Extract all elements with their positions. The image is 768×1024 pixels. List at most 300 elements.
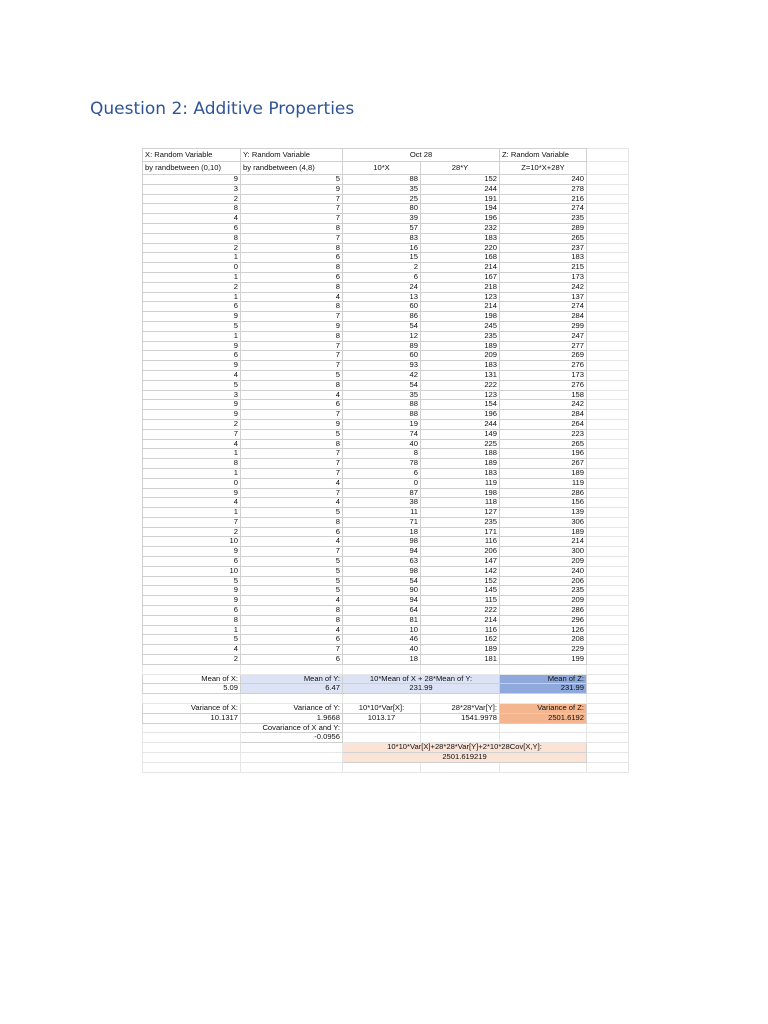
- cell-z-value: 196: [500, 449, 587, 459]
- cell-x-value: 9: [143, 175, 241, 185]
- mean-label-row: [143, 674, 629, 684]
- cell-z-value: 216: [500, 194, 587, 204]
- table-row: [143, 361, 629, 371]
- cell-z-value: 183: [500, 253, 587, 263]
- cell-tenx-value: 40: [343, 645, 421, 655]
- cell-y28-value: 119: [421, 478, 500, 488]
- cell-x-value: 1: [143, 468, 241, 478]
- mean-z-value: 231.99: [500, 684, 587, 694]
- cell-y-value: 8: [241, 331, 343, 341]
- table-row: [143, 586, 629, 596]
- table-row: [143, 419, 629, 429]
- cell-x-value: 0: [143, 478, 241, 488]
- cell-x-value: 1: [143, 449, 241, 459]
- table-row: [143, 566, 629, 576]
- cell-x-value: 4: [143, 214, 241, 224]
- header-x: X: Random Variable: [143, 149, 241, 162]
- cell-x-value: 4: [143, 370, 241, 380]
- cell-y28-value: 196: [421, 410, 500, 420]
- table-row: [143, 370, 629, 380]
- cell-z-value: 284: [500, 410, 587, 420]
- cell-y28-value: 244: [421, 184, 500, 194]
- table-row: [143, 390, 629, 400]
- table-row: [143, 449, 629, 459]
- cell-y28-value: 154: [421, 400, 500, 410]
- cell-y-value: 9: [241, 321, 343, 331]
- cell-x-value: 10: [143, 537, 241, 547]
- cell-tenx-value: 60: [343, 351, 421, 361]
- cell-y-value: 5: [241, 566, 343, 576]
- question-title: Question 2: Additive Properties: [90, 99, 355, 119]
- cell-y28-value: 214: [421, 615, 500, 625]
- cell-y-value: 4: [241, 498, 343, 508]
- table-row: [143, 517, 629, 527]
- table-row: [143, 488, 629, 498]
- cell-z-value: 189: [500, 468, 587, 478]
- cell-x-value: 2: [143, 655, 241, 665]
- mean-combo-value: 231.99: [343, 684, 500, 694]
- table-row: [143, 341, 629, 351]
- table-row: [143, 272, 629, 282]
- cell-tenx-value: 88: [343, 400, 421, 410]
- cell-tenx-value: 2: [343, 263, 421, 273]
- cell-y28-value: 123: [421, 390, 500, 400]
- table-row: [143, 527, 629, 537]
- table-row: [143, 645, 629, 655]
- cell-y-value: 9: [241, 419, 343, 429]
- table-row: [143, 204, 629, 214]
- formula-value-row: [143, 753, 629, 763]
- cell-tenx-value: 88: [343, 410, 421, 420]
- cell-y28-value: 225: [421, 439, 500, 449]
- table-row: [143, 312, 629, 322]
- var-z-value: 2501.6192: [500, 713, 587, 723]
- cell-y-value: 4: [241, 390, 343, 400]
- cell-z-value: 269: [500, 351, 587, 361]
- table-row: [143, 576, 629, 586]
- cell-tenx-value: 81: [343, 615, 421, 625]
- cell-y-value: 7: [241, 410, 343, 420]
- cell-tenx-value: 39: [343, 214, 421, 224]
- mean-x-value: 5.09: [143, 684, 241, 694]
- table-row: [143, 537, 629, 547]
- cell-y28-value: 145: [421, 586, 500, 596]
- cell-x-value: 4: [143, 645, 241, 655]
- cell-y-value: 8: [241, 439, 343, 449]
- cell-z-value: 284: [500, 312, 587, 322]
- cell-z-value: 300: [500, 547, 587, 557]
- cell-y28-value: 189: [421, 341, 500, 351]
- cell-z-value: 277: [500, 341, 587, 351]
- header-row-2: [143, 162, 629, 175]
- cell-x-value: 1: [143, 508, 241, 518]
- cell-x-value: 9: [143, 488, 241, 498]
- cell-y-value: 7: [241, 233, 343, 243]
- cell-z-value: 206: [500, 576, 587, 586]
- table-row: [143, 625, 629, 635]
- cell-y28-value: 189: [421, 459, 500, 469]
- cell-z-value: 156: [500, 498, 587, 508]
- cell-tenx-value: 64: [343, 606, 421, 616]
- header-x-sub: by randbetween (0,10): [143, 162, 241, 175]
- summary-block: [143, 664, 629, 772]
- cell-y-value: 6: [241, 400, 343, 410]
- var10-value: 1013.17: [343, 713, 421, 723]
- header-z: Z: Random Variable: [500, 149, 587, 162]
- cell-z-value: 235: [500, 586, 587, 596]
- cell-tenx-value: 86: [343, 312, 421, 322]
- table-row: [143, 429, 629, 439]
- var10-label: 10*10*Var[X]:: [343, 704, 421, 714]
- cell-z-value: 229: [500, 645, 587, 655]
- cell-z-value: 208: [500, 635, 587, 645]
- cell-tenx-value: 63: [343, 557, 421, 567]
- cell-tenx-value: 24: [343, 282, 421, 292]
- cell-y-value: 7: [241, 459, 343, 469]
- cell-x-value: 2: [143, 527, 241, 537]
- cell-tenx-value: 19: [343, 419, 421, 429]
- cell-x-value: 6: [143, 223, 241, 233]
- cell-y28-value: 152: [421, 576, 500, 586]
- cell-y28-value: 181: [421, 655, 500, 665]
- cell-y28-value: 183: [421, 468, 500, 478]
- cell-x-value: 9: [143, 400, 241, 410]
- cell-x-value: 5: [143, 321, 241, 331]
- cell-x-value: 10: [143, 566, 241, 576]
- table-row: [143, 223, 629, 233]
- header-y-sub: by randbetween (4,8): [241, 162, 343, 175]
- cell-z-value: 237: [500, 243, 587, 253]
- cell-z-value: 286: [500, 488, 587, 498]
- table-row: [143, 596, 629, 606]
- cell-y-value: 4: [241, 596, 343, 606]
- cell-x-value: 6: [143, 302, 241, 312]
- cell-z-value: 299: [500, 321, 587, 331]
- cell-x-value: 9: [143, 410, 241, 420]
- cell-tenx-value: 6: [343, 468, 421, 478]
- cell-tenx-value: 74: [343, 429, 421, 439]
- cell-z-value: 289: [500, 223, 587, 233]
- var-y-label: Variance of Y:: [241, 704, 343, 714]
- cell-y-value: 5: [241, 429, 343, 439]
- cell-z-value: 264: [500, 419, 587, 429]
- cell-z-value: 247: [500, 331, 587, 341]
- table-row: [143, 410, 629, 420]
- header-y: Y: Random Variable: [241, 149, 343, 162]
- var28-value: 1541.9978: [421, 713, 500, 723]
- cell-x-value: 4: [143, 439, 241, 449]
- cov-label: Covariance of X and Y:: [241, 723, 343, 733]
- cell-y28-value: 235: [421, 331, 500, 341]
- cell-z-value: 242: [500, 282, 587, 292]
- cell-tenx-value: 6: [343, 272, 421, 282]
- cell-y-value: 7: [241, 449, 343, 459]
- cell-y-value: 8: [241, 282, 343, 292]
- cell-y28-value: 131: [421, 370, 500, 380]
- cell-tenx-value: 38: [343, 498, 421, 508]
- cell-y28-value: 214: [421, 302, 500, 312]
- cell-tenx-value: 60: [343, 302, 421, 312]
- cell-tenx-value: 12: [343, 331, 421, 341]
- cell-tenx-value: 71: [343, 517, 421, 527]
- cell-y28-value: 162: [421, 635, 500, 645]
- cell-y28-value: 171: [421, 527, 500, 537]
- mean-y-value: 6.47: [241, 684, 343, 694]
- cell-tenx-value: 8: [343, 449, 421, 459]
- table-row: [143, 282, 629, 292]
- cell-z-value: 223: [500, 429, 587, 439]
- cell-x-value: 9: [143, 361, 241, 371]
- cell-y28-value: 245: [421, 321, 500, 331]
- cell-x-value: 8: [143, 204, 241, 214]
- table-row: [143, 655, 629, 665]
- cell-y28-value: 149: [421, 429, 500, 439]
- cell-y28-value: 222: [421, 380, 500, 390]
- cell-y-value: 7: [241, 214, 343, 224]
- cell-y-value: 4: [241, 478, 343, 488]
- cell-y28-value: 209: [421, 351, 500, 361]
- cell-x-value: 7: [143, 429, 241, 439]
- cell-x-value: 9: [143, 596, 241, 606]
- table-row: [143, 439, 629, 449]
- cell-y-value: 5: [241, 557, 343, 567]
- cell-z-value: 265: [500, 439, 587, 449]
- cell-tenx-value: 35: [343, 390, 421, 400]
- cell-z-value: 274: [500, 302, 587, 312]
- variance-value-row: [143, 713, 629, 723]
- header-10x: 10*X: [343, 162, 421, 175]
- cell-y-value: 4: [241, 625, 343, 635]
- cell-y28-value: 232: [421, 223, 500, 233]
- cell-x-value: 1: [143, 292, 241, 302]
- spreadsheet: [142, 148, 628, 773]
- cell-tenx-value: 93: [343, 361, 421, 371]
- cell-tenx-value: 35: [343, 184, 421, 194]
- header-date: Oct 28: [343, 149, 500, 162]
- cell-y-value: 8: [241, 615, 343, 625]
- cell-z-value: 278: [500, 184, 587, 194]
- cell-x-value: 8: [143, 459, 241, 469]
- cell-x-value: 5: [143, 576, 241, 586]
- cell-x-value: 6: [143, 606, 241, 616]
- cell-tenx-value: 94: [343, 596, 421, 606]
- cell-x-value: 1: [143, 625, 241, 635]
- cell-y-value: 8: [241, 223, 343, 233]
- mean-x-label: Mean of X:: [143, 674, 241, 684]
- header-row-1: [143, 149, 629, 162]
- table-row: [143, 498, 629, 508]
- cell-x-value: 9: [143, 341, 241, 351]
- cell-tenx-value: 15: [343, 253, 421, 263]
- table-row: [143, 302, 629, 312]
- cov-value: -0.0956: [241, 733, 343, 743]
- cell-tenx-value: 83: [343, 233, 421, 243]
- cell-y-value: 6: [241, 655, 343, 665]
- cell-x-value: 5: [143, 635, 241, 645]
- cell-tenx-value: 87: [343, 488, 421, 498]
- cell-x-value: 8: [143, 233, 241, 243]
- cell-y28-value: 244: [421, 419, 500, 429]
- cell-y28-value: 168: [421, 253, 500, 263]
- cell-z-value: 189: [500, 527, 587, 537]
- cell-tenx-value: 54: [343, 321, 421, 331]
- var-y-value: 1.9668: [241, 713, 343, 723]
- cell-y-value: 9: [241, 184, 343, 194]
- table-row: [143, 400, 629, 410]
- table-row: [143, 478, 629, 488]
- cell-y-value: 7: [241, 312, 343, 322]
- table-row: [143, 351, 629, 361]
- cell-y28-value: 142: [421, 566, 500, 576]
- cell-z-value: 276: [500, 380, 587, 390]
- cell-tenx-value: 98: [343, 537, 421, 547]
- cell-tenx-value: 94: [343, 547, 421, 557]
- data-table: [142, 148, 629, 773]
- var28-label: 28*28*Var[Y]:: [421, 704, 500, 714]
- cell-y28-value: 206: [421, 547, 500, 557]
- table-row: [143, 615, 629, 625]
- cell-y-value: 7: [241, 204, 343, 214]
- cell-y28-value: 218: [421, 282, 500, 292]
- cell-z-value: 158: [500, 390, 587, 400]
- header-28y: 28*Y: [421, 162, 500, 175]
- cell-tenx-value: 10: [343, 625, 421, 635]
- table-row: [143, 547, 629, 557]
- covariance-label-row: [143, 723, 629, 733]
- cell-y28-value: 116: [421, 537, 500, 547]
- cell-x-value: 2: [143, 282, 241, 292]
- cell-z-value: 276: [500, 361, 587, 371]
- mean-combo-label: 10*Mean of X + 28*Mean of Y:: [343, 674, 500, 684]
- formula-label: 10*10*Var[X]+28*28*Var[Y]+2*10*28Cov[X,Y]:: [343, 743, 587, 753]
- cell-z-value: 173: [500, 370, 587, 380]
- cell-y28-value: 235: [421, 517, 500, 527]
- cell-x-value: 3: [143, 184, 241, 194]
- cell-z-value: 137: [500, 292, 587, 302]
- cell-y-value: 6: [241, 272, 343, 282]
- cell-y28-value: 167: [421, 272, 500, 282]
- cell-tenx-value: 54: [343, 576, 421, 586]
- cell-y28-value: 152: [421, 175, 500, 185]
- cell-z-value: 240: [500, 175, 587, 185]
- table-row: [143, 468, 629, 478]
- table-row: [143, 606, 629, 616]
- cell-tenx-value: 98: [343, 566, 421, 576]
- cell-z-value: 296: [500, 615, 587, 625]
- table-row: [143, 253, 629, 263]
- cell-z-value: 139: [500, 508, 587, 518]
- cell-y-value: 5: [241, 586, 343, 596]
- cell-y-value: 7: [241, 488, 343, 498]
- table-row: [143, 459, 629, 469]
- mean-z-label: Mean of Z:: [500, 674, 587, 684]
- cell-x-value: 4: [143, 498, 241, 508]
- cell-y-value: 7: [241, 341, 343, 351]
- cell-y28-value: 147: [421, 557, 500, 567]
- cell-y-value: 5: [241, 576, 343, 586]
- cell-y-value: 5: [241, 175, 343, 185]
- cell-tenx-value: 13: [343, 292, 421, 302]
- mean-y-label: Mean of Y:: [241, 674, 343, 684]
- cell-z-value: 173: [500, 272, 587, 282]
- cell-tenx-value: 89: [343, 341, 421, 351]
- cell-x-value: 3: [143, 390, 241, 400]
- cell-y28-value: 214: [421, 263, 500, 273]
- cell-y28-value: 198: [421, 312, 500, 322]
- cell-y28-value: 198: [421, 488, 500, 498]
- cell-x-value: 9: [143, 547, 241, 557]
- table-row: [143, 557, 629, 567]
- cell-tenx-value: 40: [343, 439, 421, 449]
- cell-y28-value: 196: [421, 214, 500, 224]
- cell-y-value: 8: [241, 380, 343, 390]
- cell-x-value: 1: [143, 272, 241, 282]
- cell-z-value: 119: [500, 478, 587, 488]
- cell-tenx-value: 46: [343, 635, 421, 645]
- table-row: [143, 508, 629, 518]
- cell-y-value: 5: [241, 370, 343, 380]
- cell-y-value: 6: [241, 253, 343, 263]
- cell-y-value: 6: [241, 635, 343, 645]
- cell-x-value: 9: [143, 312, 241, 322]
- cell-z-value: 286: [500, 606, 587, 616]
- cell-y28-value: 191: [421, 194, 500, 204]
- cell-x-value: 2: [143, 194, 241, 204]
- var-x-value: 10.1317: [143, 713, 241, 723]
- cell-tenx-value: 42: [343, 370, 421, 380]
- cell-tenx-value: 80: [343, 204, 421, 214]
- cell-x-value: 2: [143, 419, 241, 429]
- cell-tenx-value: 90: [343, 586, 421, 596]
- cell-z-value: 242: [500, 400, 587, 410]
- cell-y-value: 6: [241, 527, 343, 537]
- cell-tenx-value: 78: [343, 459, 421, 469]
- cell-z-value: 199: [500, 655, 587, 665]
- cell-tenx-value: 18: [343, 527, 421, 537]
- cell-y28-value: 123: [421, 292, 500, 302]
- cell-y28-value: 188: [421, 449, 500, 459]
- header-z-formula: Z=10*X+28Y: [500, 162, 587, 175]
- formula-label-row: [143, 743, 629, 753]
- cell-tenx-value: 25: [343, 194, 421, 204]
- cell-z-value: 209: [500, 557, 587, 567]
- cell-tenx-value: 54: [343, 380, 421, 390]
- cell-tenx-value: 18: [343, 655, 421, 665]
- cell-x-value: 2: [143, 243, 241, 253]
- cell-y-value: 7: [241, 351, 343, 361]
- cell-y-value: 5: [241, 508, 343, 518]
- cell-y28-value: 116: [421, 625, 500, 635]
- cell-z-value: 235: [500, 214, 587, 224]
- cell-x-value: 6: [143, 351, 241, 361]
- cell-x-value: 9: [143, 586, 241, 596]
- covariance-value-row: [143, 733, 629, 743]
- var-z-label: Variance of Z:: [500, 704, 587, 714]
- cell-tenx-value: 11: [343, 508, 421, 518]
- cell-x-value: 0: [143, 263, 241, 273]
- table-row: [143, 635, 629, 645]
- cell-y-value: 4: [241, 292, 343, 302]
- data-rows: [143, 175, 629, 665]
- table-row: [143, 321, 629, 331]
- table-row: [143, 380, 629, 390]
- cell-z-value: 240: [500, 566, 587, 576]
- cell-y28-value: 220: [421, 243, 500, 253]
- cell-y28-value: 127: [421, 508, 500, 518]
- cell-y28-value: 118: [421, 498, 500, 508]
- cell-y28-value: 222: [421, 606, 500, 616]
- cell-y-value: 7: [241, 547, 343, 557]
